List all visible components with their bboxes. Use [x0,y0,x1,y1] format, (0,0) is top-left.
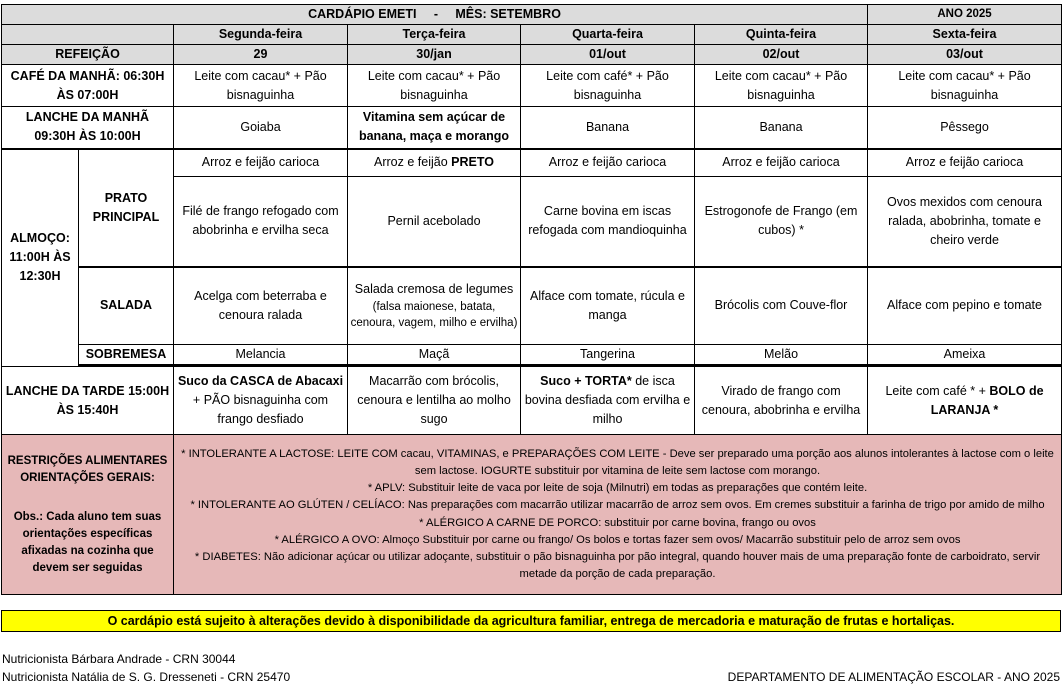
lanche-manha-label [2,107,174,149]
lanche-manha-monday: Goiaba [174,107,348,149]
lanche-manha-row [2,107,1062,149]
cafe-monday: Leite com cacau* + Pão bisnaguinha [174,65,348,107]
nutritionist-1: Nutricionista Bárbara Andrade - CRN 30044 [2,652,236,666]
nutritionist-2: Nutricionista Natália de S. G. Dresseneti - CRN 25470 [2,670,291,684]
arroz-tuesday [348,149,521,177]
lanche-tarde-thursday: Virado de frango com cenoura, abobrinha e ervilha [695,367,868,435]
lanche-manha-label-line-1: LANCHE DA MANHÃ [25,110,150,125]
refeicao-label: REFEIÇÃO [2,45,174,65]
cafe-label-line-2: ÀS 07:00H [56,87,119,102]
restricao-porco: * ALÉRGICO A CARNE DE PORCO: substituir por carne bovina, frango ou ovos [419,516,816,529]
salada-tuesday-main: Salada cremosa de legumes [354,282,514,297]
arroz-tuesday-bold: PRETO [451,155,494,170]
sobremesa-friday: Ameixa [868,345,1062,366]
almoco-label-line-3: 12:30H [19,269,61,284]
cafe-label-line-1: CAFÉ DA MANHÃ: 06:30H [10,68,165,83]
sobremesa-wednesday: Tangerina [521,345,695,366]
restricoes-label-line-2: ORIENTAÇÕES GERAIS: [20,471,155,484]
salada-thursday: Brócolis com Couve-flor [695,267,868,345]
lanche-manha-thursday: Banana [695,107,868,149]
prato-label-line-2: PRINCIPAL [92,209,160,224]
arroz-monday: Arroz e feijão carioca [174,149,348,177]
department-label: DEPARTAMENTO DE ALIMENTAÇÃO ESCOLAR - ANO 2025 [727,670,1060,684]
lanche-manha-label-line-2: 09:30H ÀS 10:00H [34,129,141,144]
principal-monday: Filé de frango refogado com abobrinha e ervilha seca [174,177,348,267]
days-blank [2,25,174,45]
days-row [2,25,1062,45]
lanche-tarde-row [2,367,1062,435]
title-text: CARDÁPIO EMETI [308,7,417,21]
lanche-tarde-label-line-2: ÀS 15:40H [56,402,119,417]
restricoes-label-line-1: RESTRIÇÕES ALIMENTARES [7,454,168,467]
restricao-lactose: * INTOLERANTE A LACTOSE: LEITE COM cacau, VITAMINAS, e PREPARAÇÕES COM LEITE - Deve ser preparado uma porção aos alunos intolerantes à lactose com o leite sem lactose. IOGURTE substituir por vitamina de leite sem lactose com morango. [181,447,1054,477]
lanche-tarde-label [2,367,174,435]
cafe-row [2,65,1062,107]
restricoes-obs: Obs.: Cada aluno tem suas orientações específicas afixadas na cozinha que devem ser seguidas [13,510,162,574]
cafe-label [2,65,174,107]
lanche-tarde-tuesday: Macarrão com brócolis, cenoura e lentilha ao molho sugo [348,367,521,435]
restricao-ovo: * ALÉRGICO A OVO: Almoço Substituir por carne ou frango/ Os bolos e tortas fazer sem ovos/ Macarrão substituir pelo de arroz sem ovos [274,533,961,546]
dates-row [2,45,1062,65]
restricao-gluten: * INTOLERANTE AO GLÚTEN / CELÍACO: Nas preparações com macarrão utilizar macarrão de arroz sem ovos. Em cremes substituir a farinha de trigo por amido de milho [190,499,1045,512]
cafe-thursday: Leite com cacau* + Pão bisnaguinha [695,65,868,107]
cafe-friday: Leite com cacau* + Pão bisnaguinha [868,65,1062,107]
principal-tuesday: Pernil acebolado [348,177,521,267]
title-row [2,5,1062,25]
lanche-manha-friday: Pêssego [868,107,1062,149]
day-wednesday: Quarta-feira [521,25,695,45]
restricoes-text [174,435,1062,595]
sobremesa-tuesday: Maçã [348,345,521,366]
prato-principal-label [79,149,174,267]
menu-table [1,4,1062,595]
lanche-manha-tuesday: Vitamina sem açúcar de banana, maça e morango [348,107,521,149]
lanche-manha-wednesday: Banana [521,107,695,149]
arroz-tuesday-prefix: Arroz e feijão [374,155,452,170]
arroz-wednesday: Arroz e feijão carioca [521,149,695,177]
restricao-diabetes: * DIABETES: Não adicionar açúcar ou utilizar adoçante, substituir o pão bisnaguinha por pão integral, quando houver mais de uma preparação fonte de carboidrato, servir metade da porção de cada preparação. [194,550,1041,581]
sobremesa-label: SOBREMESA [79,345,174,366]
almoco-label-line-2: 11:00H ÀS [9,250,71,265]
title-separator: - [433,7,438,21]
date-monday: 29 [174,45,348,65]
almoco-label-line-1: ALMOÇO: [10,231,70,246]
salada-tuesday-detail: (falsa maionese, batata, cenoura, vagem, milho e ervilha) [350,301,518,330]
month-text: MÊS: SETEMBRO [455,7,561,21]
restricoes-row [2,435,1062,595]
day-monday: Segunda-feira [174,25,348,45]
principal-friday: Ovos mexidos com cenoura ralada, abobrinha, tomate e cheiro verde [868,177,1062,267]
day-tuesday: Terça-feira [348,25,521,45]
menu-title [2,5,868,25]
arroz-friday: Arroz e feijão carioca [868,149,1062,177]
restricao-aplv: * APLV: Substituir leite de vaca por leite de soja (Milnutri) em todas as preparações que contém leite. [367,482,868,495]
lanche-tarde-wednesday-rest: de isca bovina desfiada com ervilha e milho [524,374,691,426]
lanche-tarde-monday-rest: + PÃO bisnaguinha com frango desfiado [192,393,329,426]
sobremesa-thursday: Melão [695,345,868,366]
date-friday: 03/out [868,45,1062,65]
day-friday: Sexta-feira [868,25,1062,45]
lanche-tarde-friday-bold: BOLO de LARANJA * [930,383,1044,417]
cafe-tuesday: Leite com cacau* + Pão bisnaguinha [348,65,521,107]
restricoes-label [2,435,174,595]
lanche-tarde-monday-bold: Suco da CASCA de Abacaxi [177,374,344,388]
lanche-tarde-label-line-1: LANCHE DA TARDE 15:00H [5,383,170,398]
date-tuesday: 30/jan [348,45,521,65]
lanche-tarde-friday-prefix: Leite com café * + [885,383,990,398]
salada-wednesday: Alface com tomate, rúcula e manga [521,267,695,345]
lanche-tarde-wednesday [521,367,695,435]
availability-notice: O cardápio está sujeito à alterações devido à disponibilidade da agricultura familiar, entrega de mercadoria e maturação de frutas e hortaliças. [1,610,1061,632]
year-label: ANO 2025 [868,5,1062,25]
arroz-thursday: Arroz e feijão carioca [695,149,868,177]
principal-thursday: Estrogonofe de Frango (em cubos) * [695,177,868,267]
principal-wednesday: Carne bovina em iscas refogada com mandioquinha [521,177,695,267]
lanche-tarde-friday [868,367,1062,435]
lanche-tarde-wednesday-bold: Suco + TORTA* [540,374,632,388]
date-wednesday: 01/out [521,45,695,65]
salada-friday: Alface com pepino e tomate [868,267,1062,345]
almoco-arroz-row [2,149,1062,177]
almoco-label [2,149,79,367]
sobremesa-row [2,345,1062,366]
prato-label-line-1: PRATO [104,190,148,205]
salada-label: SALADA [79,267,174,345]
salada-monday: Acelga com beterraba e cenoura ralada [174,267,348,345]
cafe-wednesday: Leite com café* + Pão bisnaguinha [521,65,695,107]
sobremesa-monday: Melancia [174,345,348,366]
lanche-tarde-monday [174,367,348,435]
salada-tuesday [348,267,521,345]
nutritionists [2,650,290,686]
salada-row [2,267,1062,345]
day-thursday: Quinta-feira [695,25,868,45]
date-thursday: 02/out [695,45,868,65]
